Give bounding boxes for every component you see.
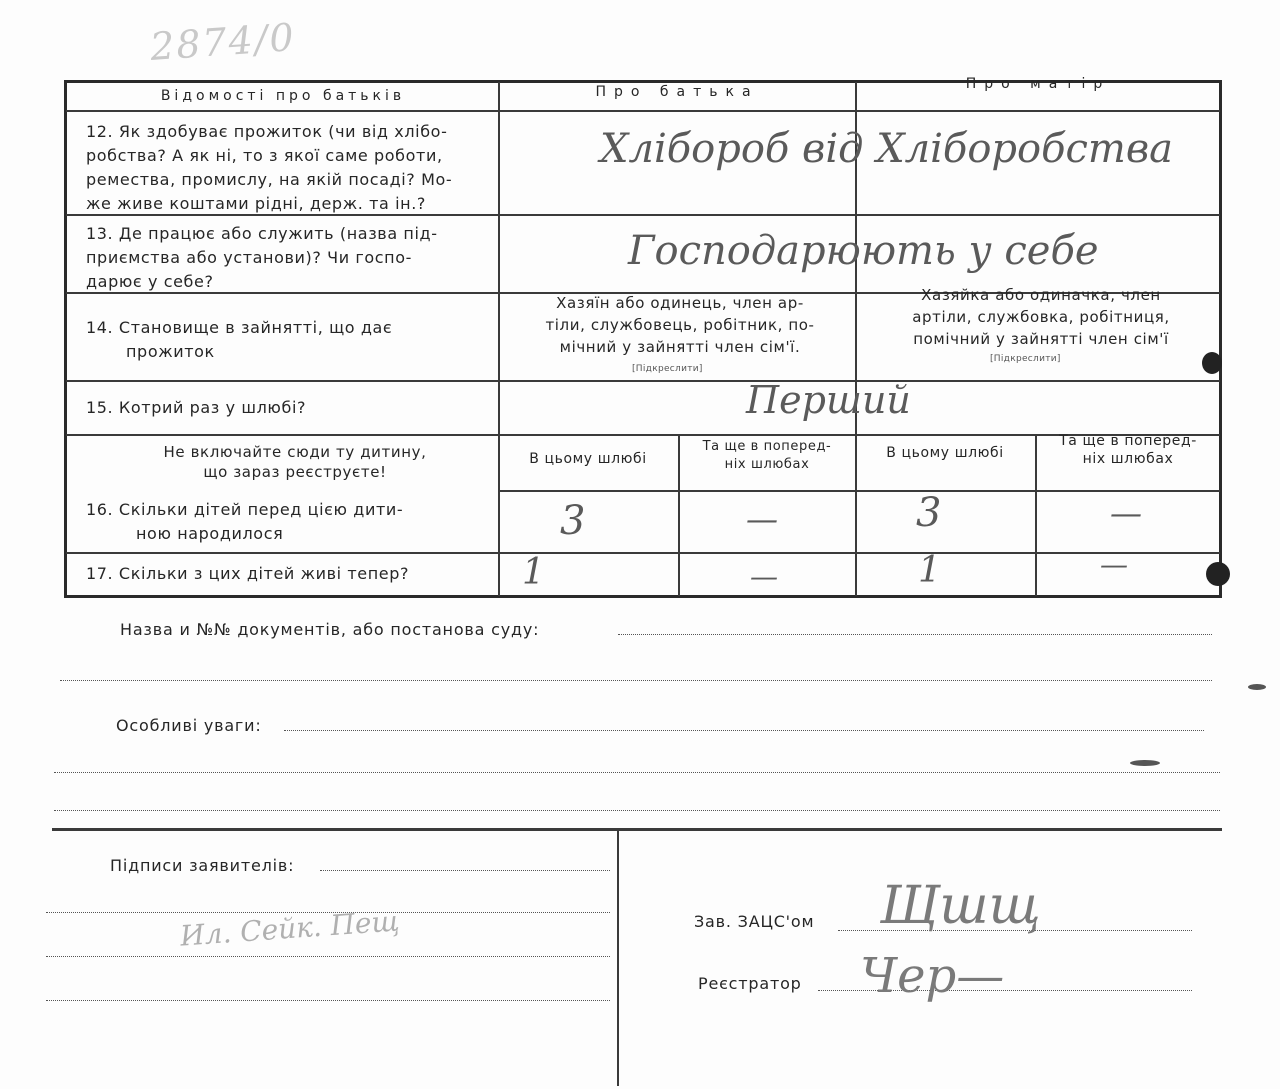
applicant-signature-handwritten: Ил. Сейк. Пещ bbox=[179, 904, 401, 953]
q14-mother-underline-note: [Підкреслити] bbox=[990, 354, 1061, 364]
special-remarks-label: Особливі уваги: bbox=[116, 716, 262, 735]
header-father: Про батька bbox=[595, 84, 759, 100]
exclude-child-note: Не включайте сюди ту дитину, що зараз реєструєте! bbox=[163, 443, 427, 481]
q15-answer-handwritten: Перший bbox=[746, 378, 911, 422]
paper-damage-spot bbox=[1202, 352, 1222, 374]
header-info: Відомості про батьків bbox=[160, 88, 406, 104]
q12-question: 12. Як здобуває прожиток (чи від хлібо- робства? А як ні, то з якої саме роботи, ремества, промислу, на якій посаді? Мо- же живе коштами рідні, держ. та ін.? bbox=[86, 122, 453, 213]
row-divider-14 bbox=[66, 380, 1220, 382]
subheader-mother-prev-marriages: Та ще в поперед- ніх шлюбах bbox=[1059, 433, 1197, 467]
row-divider-16 bbox=[66, 552, 1220, 554]
q17-father-this-value: 1 bbox=[522, 552, 545, 593]
q14-father-underline-note: [Підкреслити] bbox=[632, 364, 703, 374]
signature-block-top-border bbox=[52, 828, 1222, 831]
head-signature-handwritten: Щшщ bbox=[880, 876, 1041, 936]
q13-answer-handwritten: Господарюють у себе bbox=[628, 228, 1099, 274]
q17-father-prev-value: — bbox=[750, 560, 778, 593]
registrar-label: Реєстратор bbox=[698, 974, 802, 993]
q12-answer-handwritten: Хлібороб від Хліборобства bbox=[600, 126, 1173, 172]
row-divider-subheader bbox=[498, 490, 1220, 492]
documents-line-1 bbox=[618, 634, 1212, 635]
applicant-signature-line-1 bbox=[320, 870, 610, 871]
q17-mother-this-value: 1 bbox=[918, 550, 941, 591]
paper-damage-spot bbox=[1248, 684, 1266, 690]
row-divider-header bbox=[66, 110, 1220, 112]
subheader-father-prev-marriages: Та ще в поперед- ніх шлюбах bbox=[702, 439, 832, 472]
subheader-father-this-marriage: В цьому шлюбі bbox=[529, 451, 647, 467]
documents-label: Назва и №№ документів, або постанова суду: bbox=[120, 620, 540, 639]
q16-mother-this-value: 3 bbox=[916, 490, 942, 536]
paper-damage-spot bbox=[1206, 562, 1230, 586]
q17-mother-prev-value: — bbox=[1100, 548, 1128, 581]
q14-father-options: Хазяїн або одинець, член ар- тіли, службовець, робітник, по- мічний у зайнятті член сім'ї. bbox=[545, 294, 815, 356]
q16-father-this-value: 3 bbox=[560, 498, 586, 544]
q16-mother-prev-value: — bbox=[1110, 494, 1142, 532]
applicant-signature-line-4 bbox=[46, 1000, 610, 1001]
q14-mother-options: Хазяйка або одиначка, член артіли, службовка, робітниця, помічний у зайнятті член сім'ї bbox=[912, 286, 1170, 348]
documents-line-2 bbox=[60, 680, 1212, 681]
q17-question: 17. Скільки з цих дітей живі тепер? bbox=[86, 564, 410, 583]
head-of-registry-label: Зав. ЗАЦС'ом bbox=[694, 912, 815, 931]
special-remarks-line-3 bbox=[54, 810, 1220, 811]
q15-question: 15. Котрий раз у шлюбі? bbox=[86, 398, 307, 417]
paper-damage-spot bbox=[1130, 760, 1160, 766]
archive-number-mark: 2874/0 bbox=[148, 14, 298, 70]
q13-question: 13. Де працює або служить (назва під- приємства або установи)? Чи госпо- дарює у себе? bbox=[86, 224, 438, 291]
special-remarks-line-1 bbox=[284, 730, 1204, 731]
registrar-signature-handwritten: Чер— bbox=[860, 948, 1005, 1004]
subheader-mother-this-marriage: В цьому шлюбі bbox=[886, 445, 1004, 461]
applicant-signatures-label: Підписи заявителів: bbox=[110, 856, 295, 875]
q14-question: 14. Становище в зайнятті, що дає прожиток bbox=[86, 318, 393, 361]
q16-father-prev-value: — bbox=[746, 500, 778, 538]
header-mother: Про матір bbox=[965, 76, 1111, 92]
applicant-signature-line-3 bbox=[46, 956, 610, 957]
col-divider-info bbox=[498, 82, 500, 596]
special-remarks-line-2 bbox=[54, 772, 1220, 773]
signature-block-divider bbox=[617, 830, 619, 1086]
q16-question: 16. Скільки дітей перед цією дити- ною народилося bbox=[86, 500, 404, 543]
